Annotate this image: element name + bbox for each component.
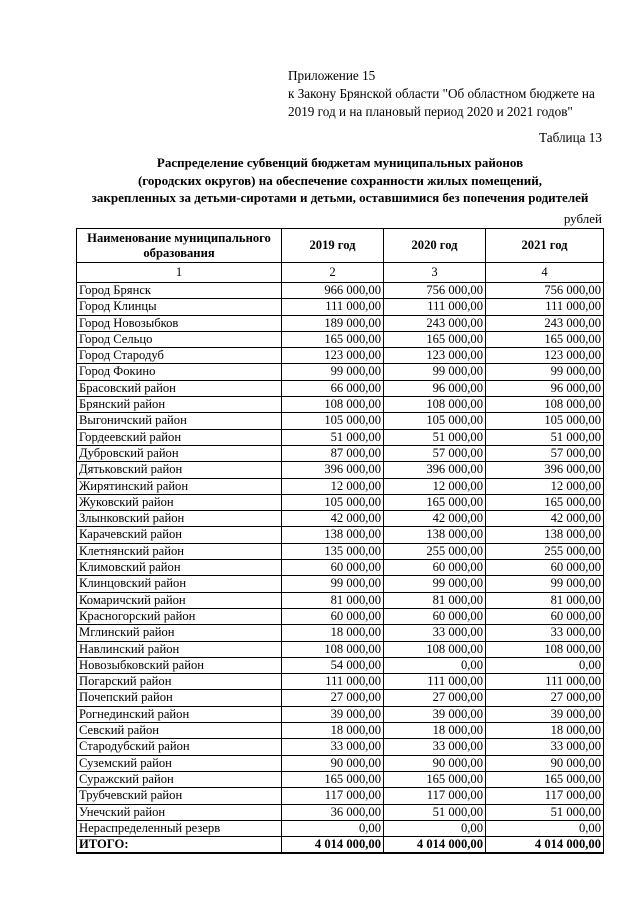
value-2019: 39 000,00 — [282, 706, 384, 722]
value-2020: 255 000,00 — [384, 543, 486, 559]
value-2021: 165 000,00 — [486, 331, 604, 347]
municipality-name: Дубровский район — [77, 445, 282, 461]
municipality-name: Рогнединский район — [77, 706, 282, 722]
municipality-name: Красногорский район — [77, 608, 282, 624]
municipality-name: Выгоничский район — [77, 413, 282, 429]
table-row — [77, 657, 604, 673]
header-row — [77, 229, 604, 263]
value-2019: 165 000,00 — [282, 331, 384, 347]
value-2021: 105 000,00 — [486, 413, 604, 429]
value-2019: 117 000,00 — [282, 788, 384, 804]
table-row — [77, 380, 604, 396]
value-2021: 255 000,00 — [486, 543, 604, 559]
value-2021: 243 000,00 — [486, 315, 604, 331]
value-2020: 51 000,00 — [384, 804, 486, 820]
value-2020: 111 000,00 — [384, 674, 486, 690]
value-2019: 189 000,00 — [282, 315, 384, 331]
municipality-name: Суземский район — [77, 755, 282, 771]
value-2019: 42 000,00 — [282, 511, 384, 527]
value-2020: 12 000,00 — [384, 478, 486, 494]
value-2020: 27 000,00 — [384, 690, 486, 706]
value-2020: 396 000,00 — [384, 462, 486, 478]
value-2019: 108 000,00 — [282, 641, 384, 657]
value-2021: 33 000,00 — [486, 739, 604, 755]
value-2021: 396 000,00 — [486, 462, 604, 478]
value-2019: 81 000,00 — [282, 592, 384, 608]
municipality-name: Город Новозыбков — [77, 315, 282, 331]
value-2020: 165 000,00 — [384, 331, 486, 347]
subsidy-table — [76, 228, 604, 854]
table-row — [77, 608, 604, 624]
value-2021: 138 000,00 — [486, 527, 604, 543]
value-2021: 90 000,00 — [486, 755, 604, 771]
title-line: Распределение субвенций бюджетам муниципальных районов — [156, 155, 524, 170]
col-number: 4 — [486, 263, 604, 283]
municipality-name: Комаричский район — [77, 592, 282, 608]
municipality-name: Суражский район — [77, 771, 282, 787]
value-2019: 18 000,00 — [282, 723, 384, 739]
table-row — [77, 625, 604, 641]
value-2021: 96 000,00 — [486, 380, 604, 396]
value-2020: 60 000,00 — [384, 608, 486, 624]
appendix-note — [288, 67, 595, 121]
value-2020: 42 000,00 — [384, 511, 486, 527]
header-2019: 2019 год — [282, 229, 384, 263]
value-2020: 96 000,00 — [384, 380, 486, 396]
value-2019: 105 000,00 — [282, 494, 384, 510]
value-2021: 108 000,00 — [486, 397, 604, 413]
table-row — [77, 576, 604, 592]
value-2019: 36 000,00 — [282, 804, 384, 820]
value-2021: 0,00 — [486, 820, 604, 836]
municipality-name: Брасовский район — [77, 380, 282, 396]
document-title — [60, 154, 620, 207]
value-2021: 12 000,00 — [486, 478, 604, 494]
value-2019: 111 000,00 — [282, 674, 384, 690]
col-number: 2 — [282, 263, 384, 283]
municipality-name: Новозыбковский район — [77, 657, 282, 673]
value-2021: 99 000,00 — [486, 576, 604, 592]
value-2019: 87 000,00 — [282, 445, 384, 461]
total-row — [77, 837, 604, 854]
value-2019: 51 000,00 — [282, 429, 384, 445]
value-2021: 81 000,00 — [486, 592, 604, 608]
appendix-line: 2019 год и на плановый период 2020 и 2021 годов" — [288, 104, 573, 119]
value-2021: 756 000,00 — [486, 283, 604, 299]
value-2020: 165 000,00 — [384, 494, 486, 510]
municipality-name: Климовский район — [77, 560, 282, 576]
table-row — [77, 527, 604, 543]
table-row — [77, 592, 604, 608]
title-line: (городских округов) на обеспечение сохранности жилых помещений, — [137, 172, 543, 188]
unit-label: рублей — [563, 211, 602, 226]
table-row — [77, 674, 604, 690]
value-2020: 105 000,00 — [384, 413, 486, 429]
value-2019: 108 000,00 — [282, 397, 384, 413]
value-2020: 0,00 — [384, 820, 486, 836]
value-2021: 165 000,00 — [486, 771, 604, 787]
municipality-name: Нераспределенный резерв — [77, 820, 282, 836]
value-2021: 51 000,00 — [486, 804, 604, 820]
municipality-name: Гордеевский район — [77, 429, 282, 445]
table-row — [77, 560, 604, 576]
table-row — [77, 331, 604, 347]
value-2019: 966 000,00 — [282, 283, 384, 299]
value-2020: 90 000,00 — [384, 755, 486, 771]
header-name: Наименование муниципального образования — [77, 229, 282, 263]
value-2020: 57 000,00 — [384, 445, 486, 461]
table-row — [77, 429, 604, 445]
value-2021: 60 000,00 — [486, 560, 604, 576]
value-2020: 108 000,00 — [384, 641, 486, 657]
value-2019: 165 000,00 — [282, 771, 384, 787]
table-row — [77, 641, 604, 657]
value-2019: 4 014 000,00 — [282, 837, 384, 854]
municipality-name: Город Клинцы — [77, 299, 282, 315]
value-2019: 99 000,00 — [282, 364, 384, 380]
value-2021: 0,00 — [486, 657, 604, 673]
value-2019: 66 000,00 — [282, 380, 384, 396]
header-2021: 2021 год — [486, 229, 604, 263]
title-line: закрепленных за детьми-сиротами и детьми, оставшимися без попечения родителей — [91, 190, 589, 205]
municipality-name: Город Фокино — [77, 364, 282, 380]
value-2021: 42 000,00 — [486, 511, 604, 527]
value-2019: 12 000,00 — [282, 478, 384, 494]
value-2020: 111 000,00 — [384, 299, 486, 315]
table-row — [77, 478, 604, 494]
municipality-name: Клинцовский район — [77, 576, 282, 592]
municipality-name: Унечский район — [77, 804, 282, 820]
table-row — [77, 494, 604, 510]
column-number-row — [77, 263, 604, 283]
value-2021: 27 000,00 — [486, 690, 604, 706]
value-2021: 39 000,00 — [486, 706, 604, 722]
table-row — [77, 820, 604, 836]
value-2020: 138 000,00 — [384, 527, 486, 543]
value-2020: 108 000,00 — [384, 397, 486, 413]
table-number: Таблица 13 — [539, 130, 602, 145]
value-2019: 60 000,00 — [282, 608, 384, 624]
value-2021: 165 000,00 — [486, 494, 604, 510]
table-row — [77, 397, 604, 413]
table-row — [77, 739, 604, 755]
value-2019: 111 000,00 — [282, 299, 384, 315]
value-2019: 135 000,00 — [282, 543, 384, 559]
municipality-name: Жирятинский район — [77, 478, 282, 494]
value-2020: 33 000,00 — [384, 739, 486, 755]
value-2021: 18 000,00 — [486, 723, 604, 739]
table-row — [77, 755, 604, 771]
value-2019: 27 000,00 — [282, 690, 384, 706]
value-2020: 81 000,00 — [384, 592, 486, 608]
value-2020: 99 000,00 — [384, 364, 486, 380]
table-row — [77, 445, 604, 461]
municipality-name: Стародубский район — [77, 739, 282, 755]
value-2021: 117 000,00 — [486, 788, 604, 804]
value-2021: 33 000,00 — [486, 625, 604, 641]
municipality-name: Трубчевский район — [77, 788, 282, 804]
value-2020: 117 000,00 — [384, 788, 486, 804]
table-row — [77, 804, 604, 820]
value-2020: 756 000,00 — [384, 283, 486, 299]
value-2021: 123 000,00 — [486, 348, 604, 364]
table-row — [77, 771, 604, 787]
municipality-name: Город Брянск — [77, 283, 282, 299]
table-row — [77, 413, 604, 429]
municipality-name: Злынковский район — [77, 511, 282, 527]
table-row — [77, 690, 604, 706]
value-2020: 165 000,00 — [384, 771, 486, 787]
municipality-name: Мглинский район — [77, 625, 282, 641]
value-2019: 396 000,00 — [282, 462, 384, 478]
value-2021: 111 000,00 — [486, 674, 604, 690]
value-2019: 33 000,00 — [282, 739, 384, 755]
municipality-name: Погарский район — [77, 674, 282, 690]
value-2019: 138 000,00 — [282, 527, 384, 543]
value-2019: 18 000,00 — [282, 625, 384, 641]
value-2020: 39 000,00 — [384, 706, 486, 722]
value-2020: 60 000,00 — [384, 560, 486, 576]
municipality-name: Севский район — [77, 723, 282, 739]
value-2020: 0,00 — [384, 657, 486, 673]
value-2020: 18 000,00 — [384, 723, 486, 739]
col-number: 1 — [77, 263, 282, 283]
appendix-line: Приложение 15 — [288, 68, 376, 83]
municipality-name: Навлинский район — [77, 641, 282, 657]
table-row — [77, 315, 604, 331]
table-row — [77, 511, 604, 527]
value-2021: 108 000,00 — [486, 641, 604, 657]
value-2019: 99 000,00 — [282, 576, 384, 592]
value-2021: 111 000,00 — [486, 299, 604, 315]
col-number: 3 — [384, 263, 486, 283]
municipality-name: Дятьковский район — [77, 462, 282, 478]
value-2020: 99 000,00 — [384, 576, 486, 592]
appendix-line: к Закону Брянской области "Об областном бюджете на — [288, 86, 595, 101]
header-2020: 2020 год — [384, 229, 486, 263]
value-2019: 105 000,00 — [282, 413, 384, 429]
table-row — [77, 788, 604, 804]
value-2019: 90 000,00 — [282, 755, 384, 771]
table-row — [77, 283, 604, 299]
municipality-name: Почепский район — [77, 690, 282, 706]
municipality-name: ИТОГО: — [77, 837, 282, 854]
municipality-name: Город Сельцо — [77, 331, 282, 347]
municipality-name: Карачевский район — [77, 527, 282, 543]
table-row — [77, 706, 604, 722]
value-2021: 51 000,00 — [486, 429, 604, 445]
table-row — [77, 364, 604, 380]
municipality-name: Клетнянский район — [77, 543, 282, 559]
value-2021: 99 000,00 — [486, 364, 604, 380]
value-2021: 4 014 000,00 — [486, 837, 604, 854]
value-2020: 243 000,00 — [384, 315, 486, 331]
value-2019: 123 000,00 — [282, 348, 384, 364]
municipality-name: Жуковский район — [77, 494, 282, 510]
value-2020: 51 000,00 — [384, 429, 486, 445]
value-2019: 0,00 — [282, 820, 384, 836]
value-2020: 4 014 000,00 — [384, 837, 486, 854]
table-row — [77, 543, 604, 559]
value-2019: 54 000,00 — [282, 657, 384, 673]
table-row — [77, 462, 604, 478]
value-2021: 60 000,00 — [486, 608, 604, 624]
value-2019: 60 000,00 — [282, 560, 384, 576]
table-row — [77, 299, 604, 315]
value-2020: 33 000,00 — [384, 625, 486, 641]
table-row — [77, 348, 604, 364]
value-2020: 123 000,00 — [384, 348, 486, 364]
table-row — [77, 723, 604, 739]
value-2021: 57 000,00 — [486, 445, 604, 461]
municipality-name: Город Стародуб — [77, 348, 282, 364]
municipality-name: Брянский район — [77, 397, 282, 413]
